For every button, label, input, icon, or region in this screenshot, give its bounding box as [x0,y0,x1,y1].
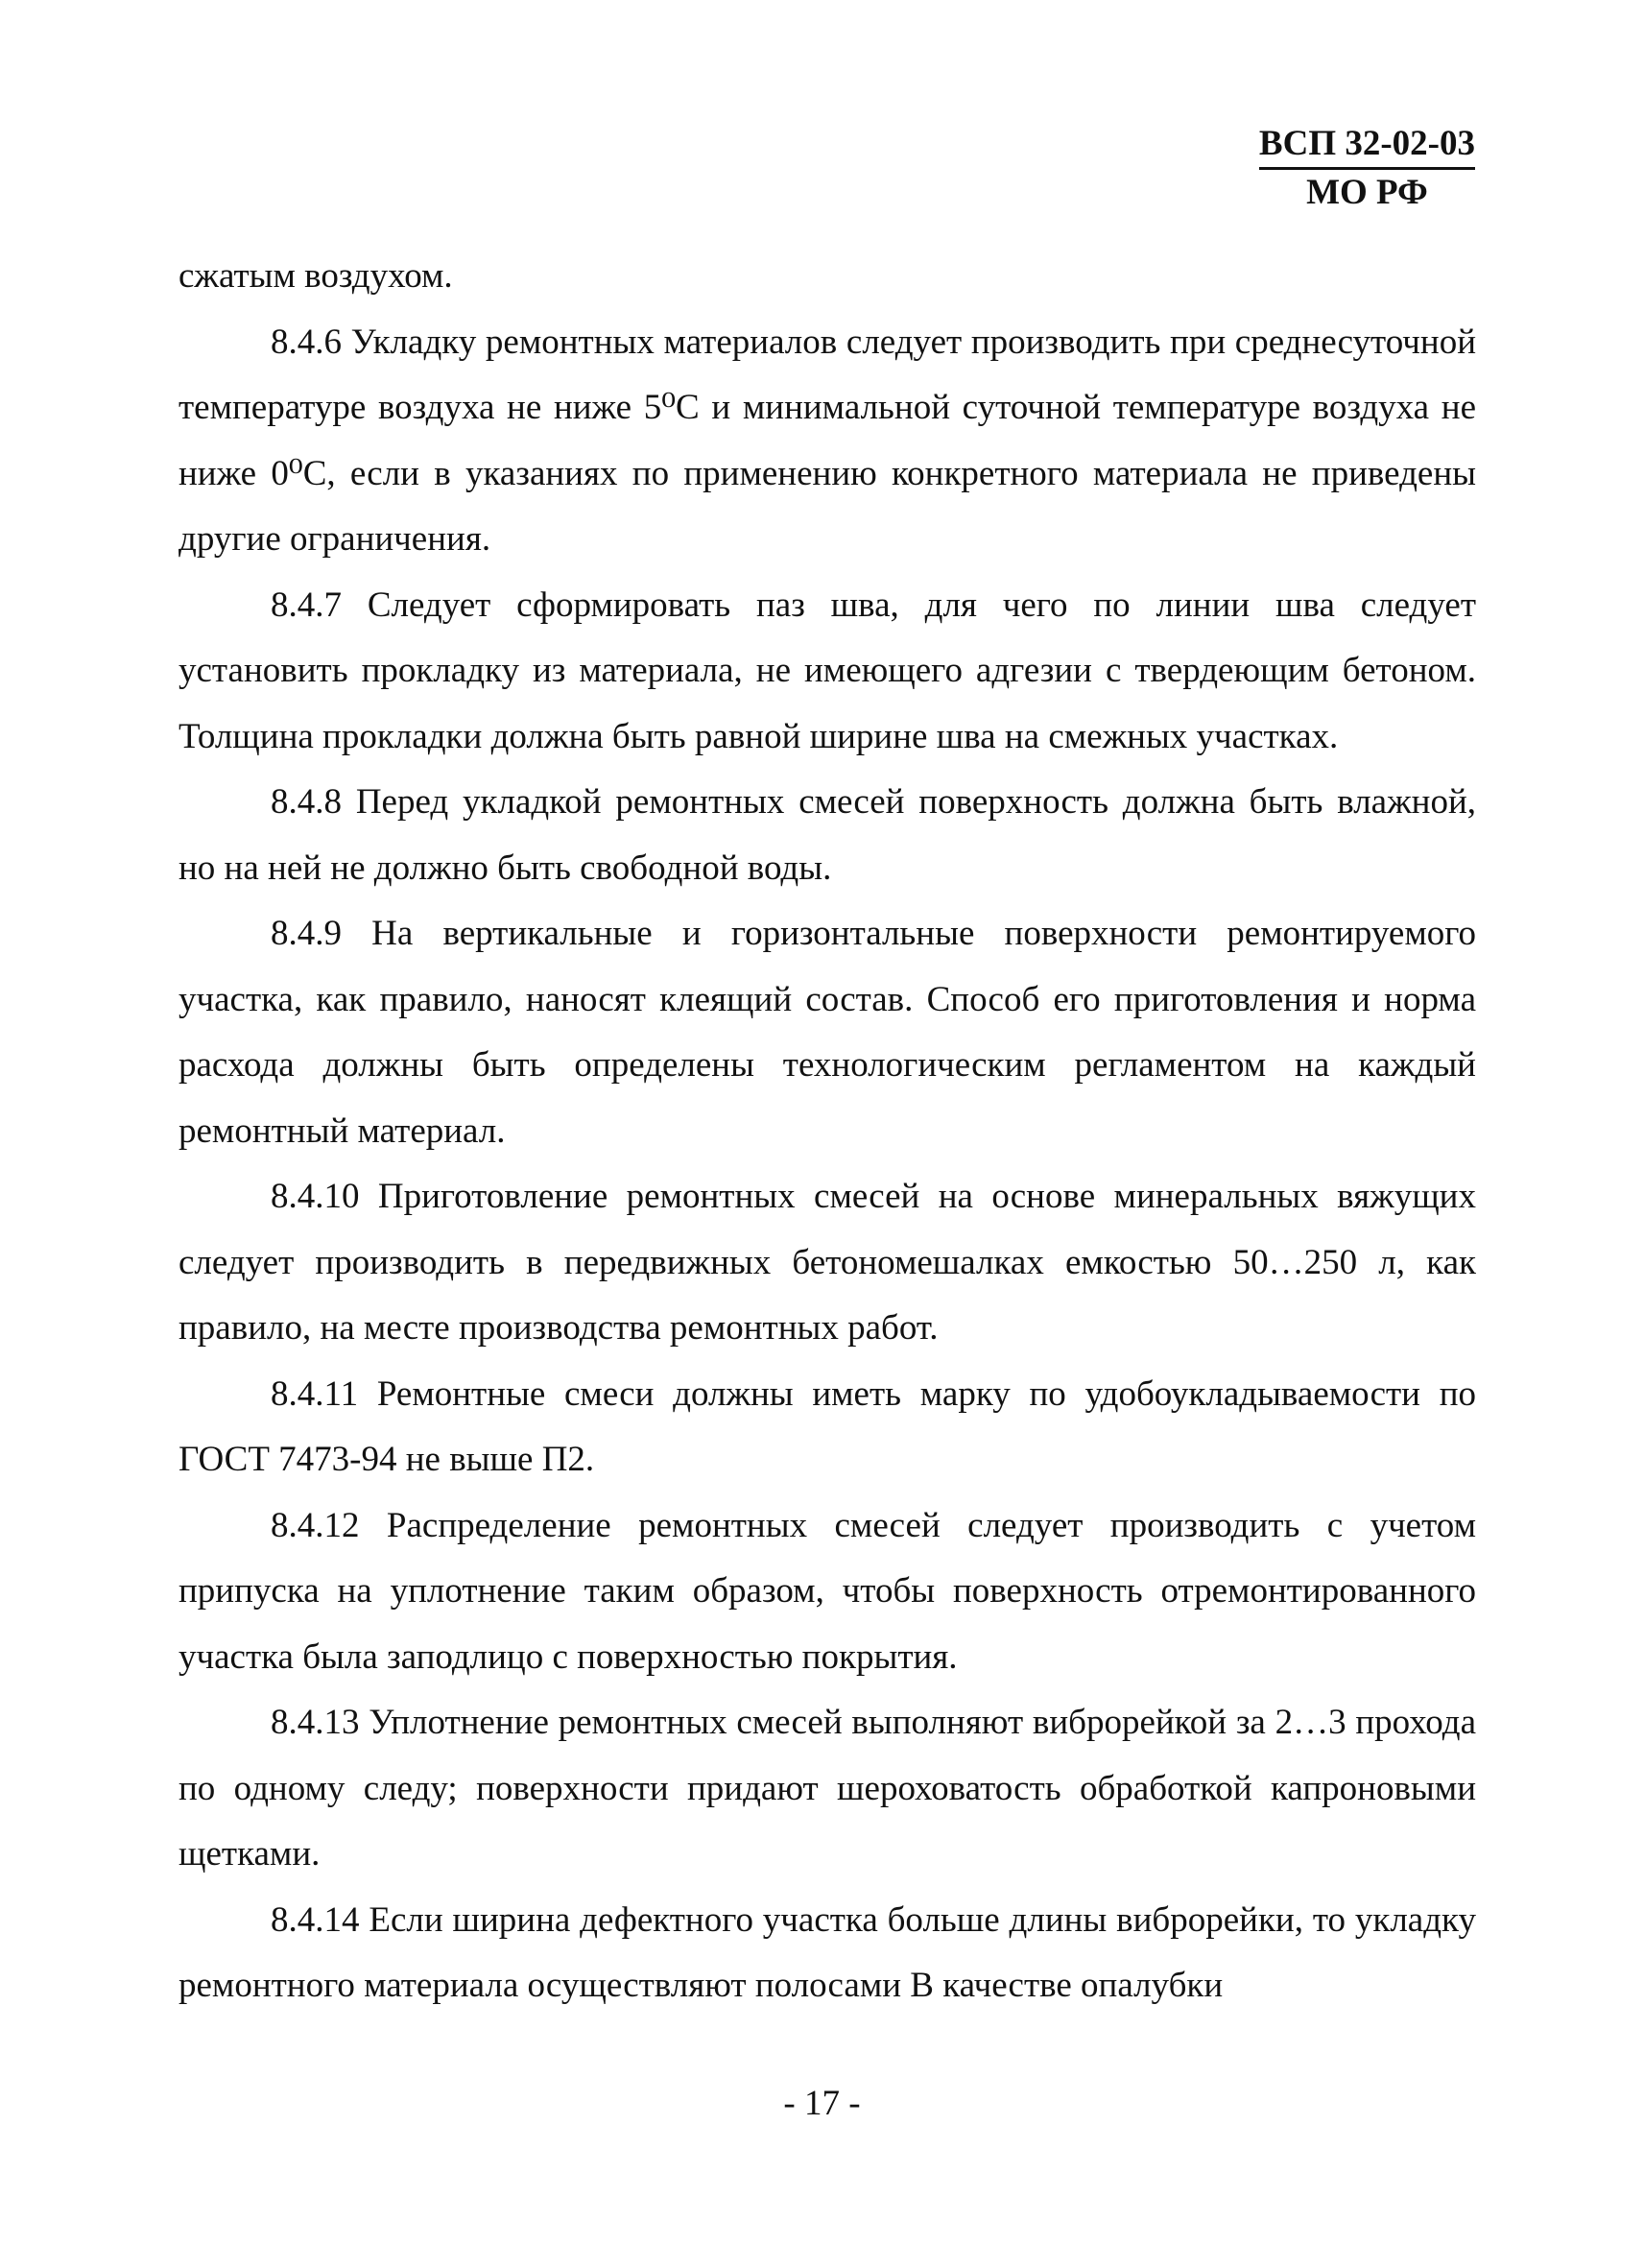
paragraph-8-4-7: 8.4.7 Следует сформировать паз шва, для чего по линии шва следует установить прокладку из материала, не имеющего адгезии с твердеющим бетоном. Толщина прокладки должна быть равной ширине шва на смежных участках. [179,585,1476,756]
paragraph-8-4-9: 8.4.9 На вертикальные и горизонтальные поверхности ремонтируемого участка, как правило, наносят клеящий состав. Способ его приготовления и норма расхода должны быть определены технологическим регламентом на каждый ремонтный материал. [179,914,1476,1151]
paragraph-8-4-14: 8.4.14 Если ширина дефектного участка больше длины виброрейки, то укладку ремонтного материала осуществляют полосами В качестве опалубки [179,1899,1476,2005]
continuation-line: сжатым воздухом. [179,256,453,296]
organization-label: МО РФ [1306,173,1428,212]
document-header [1259,121,1475,215]
paragraph-8-4-12: 8.4.12 Распределение ремонтных смесей следует производить с учетом припуска на уплотнение таким образом, чтобы поверхность отремонтированного участка была заподлицо с поверхностью покрытия. [179,1505,1476,1677]
document-body [179,244,1476,2019]
page-number: - 17 - [783,2084,861,2123]
paragraph-8-4-8: 8.4.8 Перед укладкой ремонтных смесей поверхность должна быть влажной, но на ней не должно быть свободной воды. [179,782,1476,888]
paragraph-8-4-11: 8.4.11 Ремонтные смеси должны иметь марку по удобоукладываемости по ГОСТ 7473-94 не выше П2. [179,1373,1476,1479]
standard-code: ВСП 32-02-03 [1259,121,1475,170]
paragraph-8-4-6: 8.4.6 Укладку ремонтных материалов следует производить при среднесуточной температуре воздуха не ниже 5⁰С и минимальной суточной температуре воздуха не ниже 0⁰С, если в указаниях по применению конкретного материала не приведены другие ограничения. [179,322,1476,559]
paragraph-8-4-13: 8.4.13 Уплотнение ремонтных смесей выполняют виброрейкой за 2…3 прохода по одному следу; поверхности придают шероховатость обработкой капроновыми щетками. [179,1703,1476,1874]
paragraph-8-4-10: 8.4.10 Приготовление ремонтных смесей на основе минеральных вяжущих следует производить в передвижных бетономешалках емкостью 50…250 л, как правило, на месте производства ремонтных работ. [179,1177,1476,1348]
